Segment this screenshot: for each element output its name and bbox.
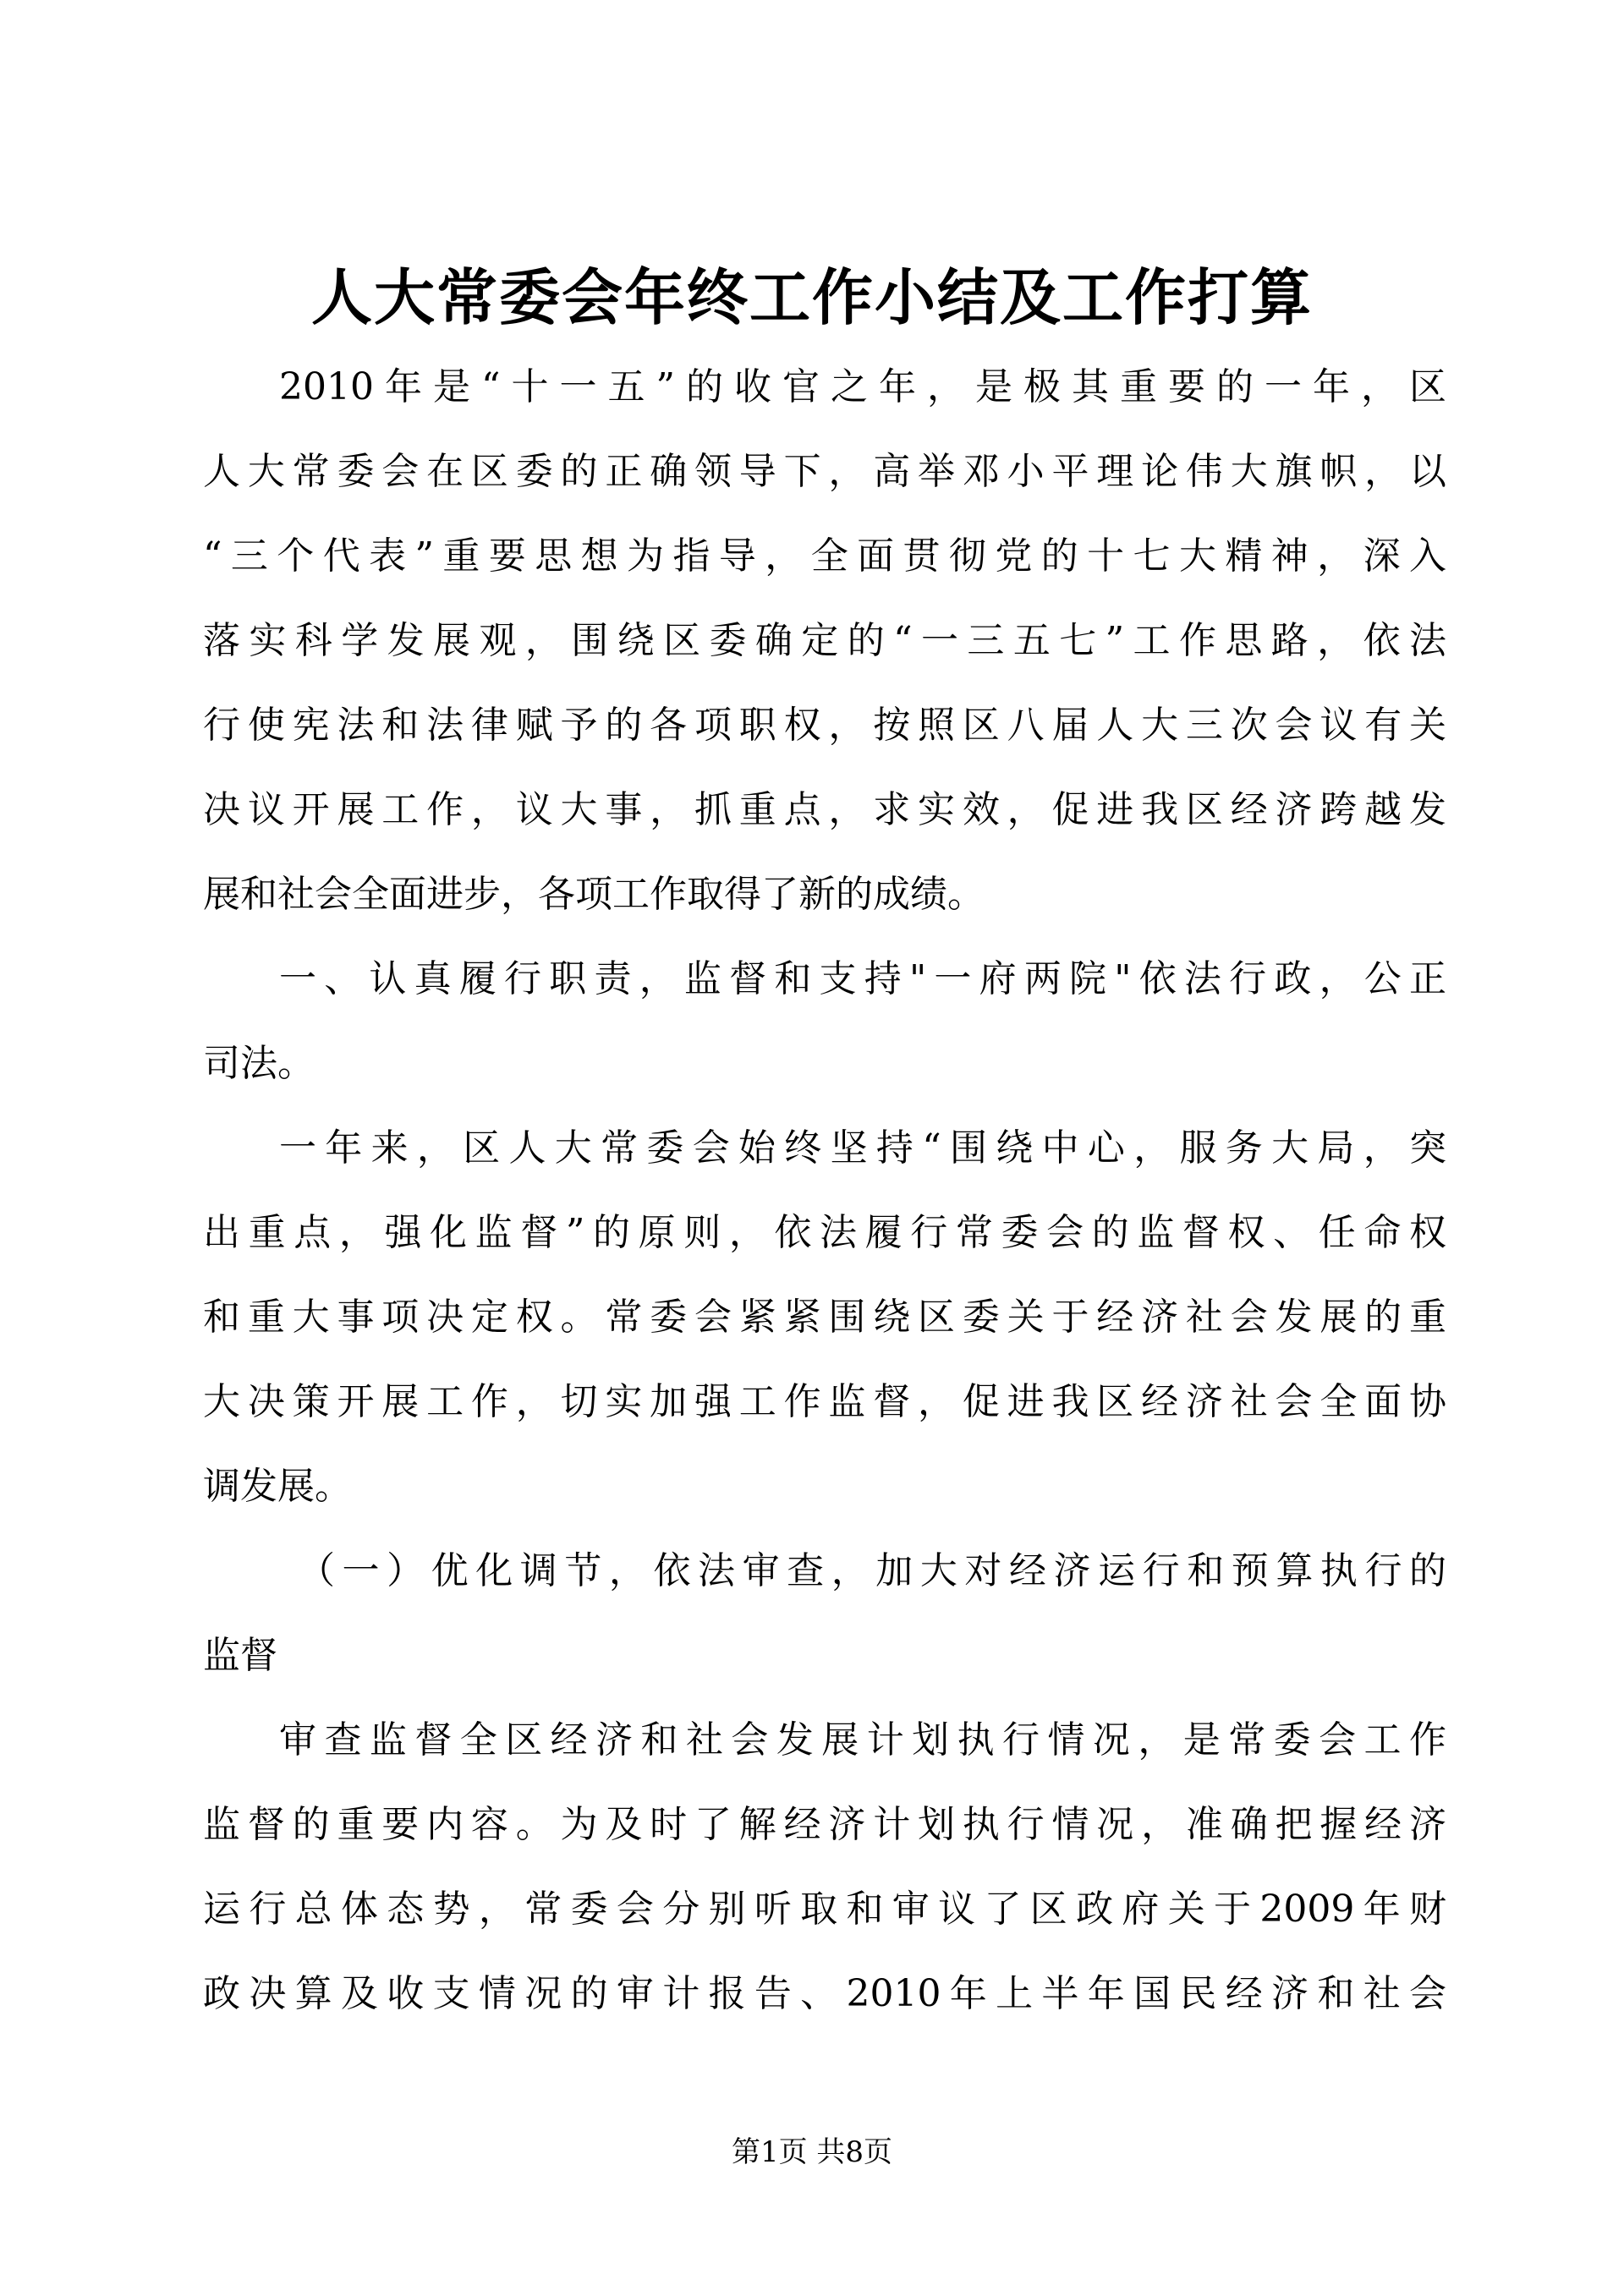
text-line: 行使宪法和法律赋予的各项职权，按照区八届人大三次会议有关 xyxy=(203,704,1446,747)
text-line: 展和社会全面进步，各项工作取得了新的成绩。 xyxy=(203,873,985,916)
document-title: 人大常委会年终工作小结及工作打算 xyxy=(310,261,1313,333)
text-line: 司法。 xyxy=(203,1042,315,1085)
text-line: 出重点，强化监督”的原则，依法履行常委会的监督权、任命权 xyxy=(203,1211,1446,1254)
text-line: 人大常委会在区委的正确领导下，高举邓小平理论伟大旗帜，以 xyxy=(203,450,1446,493)
text-line: 审查监督全区经济和社会发展计划执行情况，是常委会工作 xyxy=(279,1718,1446,1762)
paragraph xyxy=(203,1698,1446,2036)
text-line: 大决策开展工作，切实加强工作监督，促进我区经济社会全面协 xyxy=(203,1380,1446,1423)
paragraph xyxy=(203,1106,1446,1529)
text-line: 落实科学发展观，围绕区委确定的“一三五七”工作思路，依法 xyxy=(203,619,1446,662)
paragraph xyxy=(203,937,1446,1106)
text-line: 运行总体态势，常委会分别听取和审议了区政府关于2009年财 xyxy=(203,1888,1446,1931)
text-line: 监督 xyxy=(203,1634,277,1677)
text-line: 一、认真履行职责，监督和支持"一府两院"依法行政，公正 xyxy=(279,957,1446,1000)
text-line: 政决算及收支情况的审计报告、2010年上半年国民经济和社会 xyxy=(203,1972,1446,2015)
text-line: 决议开展工作，议大事，抓重点，求实效，促进我区经济跨越发 xyxy=(203,788,1446,831)
text-line: （一）优化调节，依法审查，加大对经济运行和预算执行的 xyxy=(298,1549,1446,1592)
document-body xyxy=(203,345,1446,2036)
text-line: 2010年是“十一五”的收官之年，是极其重要的一年，区 xyxy=(279,365,1446,408)
page-footer: 第1页 共8页 xyxy=(731,2135,893,2169)
text-line: 调发展。 xyxy=(203,1465,352,1508)
text-line: 监督的重要内容。为及时了解经济计划执行情况，准确把握经济 xyxy=(203,1803,1446,1846)
paragraph xyxy=(203,345,1446,937)
text-line: 一年来，区人大常委会始终坚持“围绕中心，服务大局，突 xyxy=(279,1126,1446,1170)
text-line: “三个代表”重要思想为指导，全面贯彻党的十七大精神，深入 xyxy=(203,534,1446,578)
paragraph xyxy=(203,1529,1446,1698)
text-line: 和重大事项决定权。常委会紧紧围绕区委关于经济社会发展的重 xyxy=(203,1296,1446,1339)
